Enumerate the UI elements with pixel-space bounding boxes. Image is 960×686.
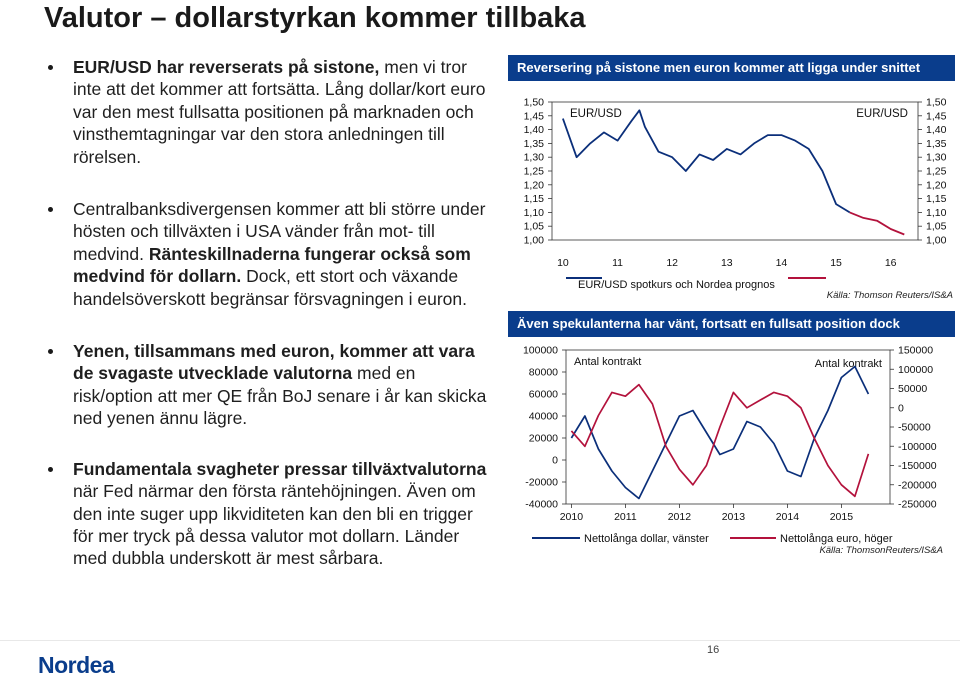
y-left-tick-label: 40000: [528, 410, 558, 423]
series-label-right: Antal kontrakt: [814, 358, 882, 370]
y-right-tick-label: -50000: [898, 421, 931, 434]
bullet-text: [73, 340, 490, 430]
bullet-dot-icon: [48, 349, 53, 354]
y-tick-label-right: 1,25: [926, 165, 947, 178]
bullet-plain-text: när Fed närmar den första räntehöjningen. Även om den inte suger upp likviditeten kan den bli en trigger för mer tryck på dessa valutor mot dollarn. Länder med dubbla underskott är mest sårbara.: [73, 481, 476, 569]
y-tick-label-right: 1,50: [926, 96, 947, 109]
x-tick-label: 2012: [667, 511, 692, 523]
eurusd-forecast-line: [850, 212, 905, 234]
x-tick-label: 11: [612, 257, 624, 269]
plot-frame: [552, 102, 918, 240]
x-tick-label: 2013: [721, 511, 746, 523]
source-label: Källa: ThomsonReuters/IS&A: [819, 545, 943, 556]
y-left-tick-label: -20000: [525, 476, 558, 489]
bullet-plain-text: men vi tror inte att det kommer att fortsätta. Lång dollar/kort euro var den mest fullsatta positionen på marknaden och vinsthemtagningar var den stora anledningen till rörelsen.: [73, 57, 486, 167]
bullet-dot-icon: [48, 65, 53, 70]
y-left-tick-label: 100000: [522, 344, 558, 357]
y-tick-label-right: 1,30: [926, 151, 947, 164]
y-tick-label-right: 1,45: [926, 110, 947, 123]
x-tick-label: 2010: [559, 511, 584, 523]
y-right-tick-label: -150000: [898, 460, 937, 472]
legend-label-euro: Nettolånga euro, höger: [780, 533, 893, 545]
y-tick-label-right: 1,40: [926, 124, 947, 137]
x-tick-label: 2014: [775, 511, 800, 523]
y-tick-label-right: 1,05: [926, 220, 947, 233]
bullet-bold-text: Fundamentala svagheter pressar tillväxtvalutorna: [73, 458, 487, 479]
y-tick-label-left: 1,25: [523, 165, 544, 178]
y-tick-label-right: 1,35: [926, 137, 947, 150]
y-tick-label-left: 1,00: [523, 234, 544, 247]
bullet-bold-text: Yenen, tillsammans med euron, kommer att vara de svagaste utvecklade valutorna: [73, 341, 475, 384]
y-tick-label-left: 1,45: [523, 110, 544, 123]
bullet-bold-text: Ränteskillnaderna fungerar också som medvind för dollarn.: [73, 243, 471, 287]
y-tick-label-left: 1,40: [523, 124, 544, 137]
x-tick-label: 12: [666, 257, 679, 269]
page-number: 16: [707, 644, 720, 656]
y-tick-label-right: 1,00: [926, 234, 947, 247]
series-label-right: EUR/USD: [856, 108, 908, 120]
bullet-list: [40, 56, 490, 570]
net-long-dollar-line: [571, 367, 868, 499]
y-left-tick-label: 80000: [528, 366, 558, 379]
y-right-tick-label: -200000: [898, 479, 937, 492]
y-right-tick-label: 150000: [898, 344, 934, 357]
legend-label: EUR/USD spotkurs och Nordea prognos: [578, 279, 775, 291]
y-right-tick-label: 0: [898, 402, 904, 415]
bullet-plain-text: Dock, ett stort och växande handelsöverskott begränsar försvagningen i euron.: [73, 266, 467, 309]
positioning-chart-svg: [508, 338, 955, 560]
chart-1-heading: Reversering på sistone men euron kommer att ligga under snittet: [508, 55, 955, 81]
y-left-tick-label: -40000: [525, 498, 558, 511]
legend-label-dollar: Nettolånga dollar, vänster: [584, 533, 709, 545]
x-tick-label: 2015: [829, 511, 854, 523]
net-long-euro-line: [571, 385, 868, 497]
bullet-text: [73, 56, 490, 168]
y-tick-label-right: 1,15: [926, 193, 947, 206]
bullet-item: [40, 56, 490, 168]
bullet-item: [40, 340, 490, 430]
y-tick-label-left: 1,50: [523, 96, 544, 109]
eurusd-chart-svg: [508, 82, 955, 304]
bullet-dot-icon: [48, 207, 53, 212]
slide-title: Valutor – dollarstyrkan kommer tillbaka: [44, 2, 586, 34]
bullet-item: [40, 198, 490, 310]
nordea-logo-text: Nordea: [38, 652, 115, 678]
x-tick-label: 14: [775, 257, 788, 269]
y-tick-label-left: 1,35: [523, 137, 544, 150]
y-right-tick-label: 100000: [898, 363, 934, 376]
x-tick-label: 16: [884, 257, 897, 269]
nordea-logo: [38, 652, 114, 679]
y-right-tick-label: -250000: [898, 498, 937, 511]
x-tick-label: 2011: [614, 511, 637, 523]
y-tick-label-left: 1,15: [523, 193, 544, 206]
chart-2-heading: Även spekulanterna har vänt, fortsatt en fullsatt position dock: [508, 311, 955, 337]
y-tick-label-left: 1,30: [523, 151, 544, 164]
x-tick-label: 13: [720, 257, 733, 269]
eurusd-chart: [508, 82, 955, 304]
bullet-text: [73, 198, 490, 310]
y-tick-label-left: 1,20: [523, 179, 544, 192]
y-left-tick-label: 0: [552, 454, 558, 467]
y-tick-label-right: 1,10: [926, 206, 947, 219]
bullet-text: [73, 458, 490, 570]
footer-divider: [0, 640, 960, 641]
x-tick-label: 15: [830, 257, 842, 269]
bullet-item: [40, 458, 490, 570]
plot-frame: [566, 350, 890, 504]
y-tick-label-right: 1,20: [926, 179, 947, 192]
y-tick-label-left: 1,05: [523, 220, 544, 233]
y-right-tick-label: 50000: [898, 383, 928, 395]
positioning-chart: [508, 338, 955, 560]
bullet-bold-text: EUR/USD har reverserats på sistone,: [73, 57, 380, 77]
y-tick-label-left: 1,10: [523, 206, 544, 219]
bullet-plain-text: Centralbanksdivergensen kommer att bli större under hösten och tillväxten i USA vänder från mot- till medvind.: [73, 199, 486, 264]
bullet-dot-icon: [48, 467, 53, 472]
bullet-plain-text: med en risk/option att mer QE från BoJ senare i år kan skicka ned yenen ännu lägre.: [73, 363, 487, 429]
y-left-tick-label: 20000: [528, 432, 558, 445]
y-right-tick-label: -100000: [898, 440, 937, 453]
y-left-tick-label: 60000: [528, 388, 558, 401]
series-label-left: EUR/USD: [570, 108, 622, 120]
series-label-left: Antal kontrakt: [574, 356, 642, 368]
eurusd-spot-line: [563, 110, 850, 212]
source-label: Källa: Thomson Reuters/IS&A: [826, 290, 953, 301]
x-tick-label: 10: [557, 257, 569, 269]
